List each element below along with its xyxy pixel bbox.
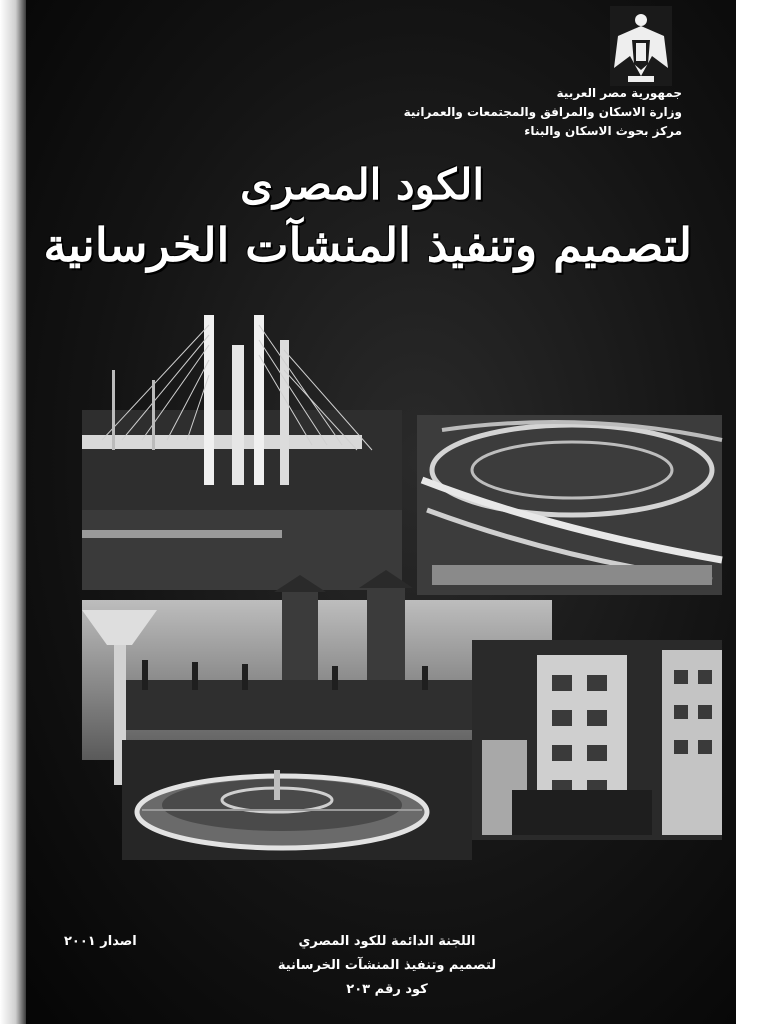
- ministry-name: وزارة الاسكان والمرافق والمجتمعات والعمرانية: [403, 105, 682, 119]
- code-number: كود رقم ٢٠٣: [346, 982, 428, 997]
- research-center-name: مركز بحوث الاسكان والبناء: [524, 124, 682, 138]
- ministry-header: [404, 84, 682, 141]
- page-edge-right: [736, 0, 768, 1024]
- cover: [22, 0, 742, 1024]
- page-edge-left: [0, 0, 26, 1024]
- buildings-photo: [472, 640, 722, 840]
- eagle-emblem-icon: [610, 6, 672, 86]
- photo-collage: [82, 300, 732, 860]
- main-subtitle: لتصميم وتنفيذ المنشآت الخرسانية: [43, 218, 692, 272]
- country-name: جمهورية مصر العربية: [556, 86, 682, 100]
- committee-name: اللجنة الدائمة للكود المصري: [298, 934, 476, 949]
- committee-footer: [257, 930, 517, 1002]
- main-title: الكود المصرى: [240, 160, 484, 209]
- bridge-photo: [82, 315, 402, 590]
- code-subject: لتصميم وتنفيذ المنشآت الخرسانية: [277, 958, 497, 973]
- edition-label: اصدار ٢٠٠١: [64, 934, 137, 949]
- interchange-photo: [417, 415, 722, 595]
- tank-photo: [122, 740, 472, 860]
